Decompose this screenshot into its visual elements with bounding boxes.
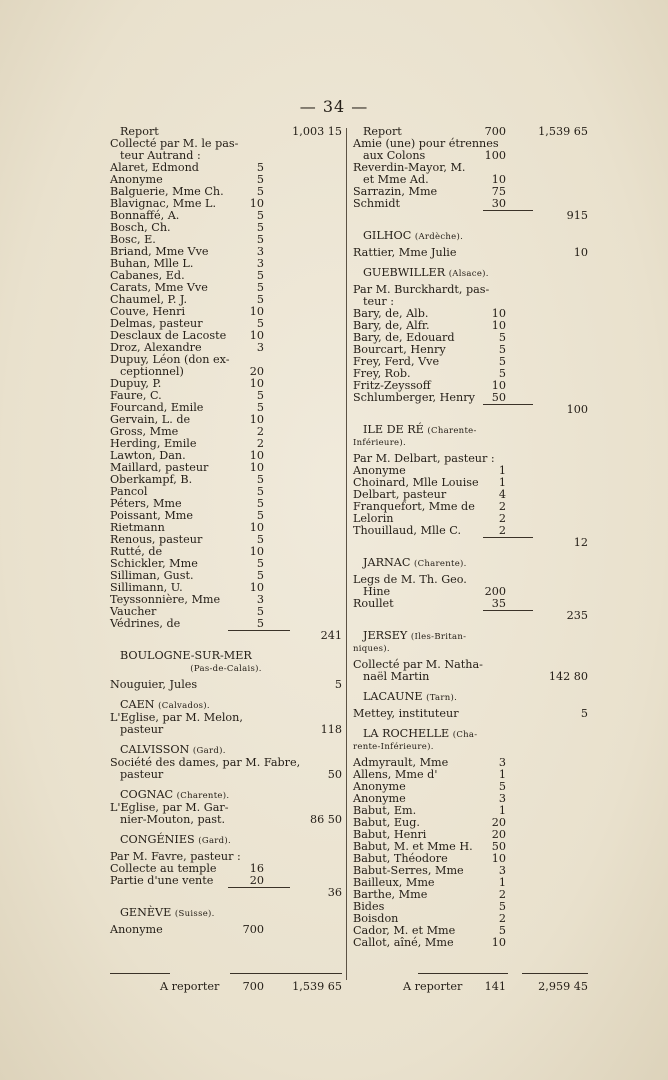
amount: 5: [256, 173, 264, 186]
entry-label: Legs de M. Th. Geo.: [353, 573, 467, 586]
amount: 5: [498, 900, 506, 913]
place-name-text: BOULOGNE-SUR-MER: [120, 649, 252, 662]
amount: 5: [256, 185, 264, 198]
entry-label: Droz, Alexandre: [110, 341, 202, 354]
department-name: (Calvados).: [158, 701, 210, 711]
amount: 1: [498, 804, 506, 817]
footer-subtotal: 141: [484, 980, 506, 993]
entry-label: Partie d'une vente: [110, 874, 214, 887]
entry-label: Couve, Henri: [110, 305, 186, 318]
entry-label: pasteur: [120, 723, 164, 736]
entry-row: [353, 741, 588, 753]
entry-row: [353, 525, 588, 537]
entry-label: Silliman, Gust.: [110, 569, 194, 582]
subtotal-row: [353, 404, 588, 416]
place-name: [363, 728, 477, 741]
entry-label: Roullet: [353, 597, 394, 610]
total-amount: 10: [573, 246, 588, 259]
subtotal-row: [353, 537, 588, 549]
amount: 5: [256, 293, 264, 306]
entry-label: Gross, Mme: [110, 425, 179, 438]
entry-label: Bonnaffé, A.: [110, 209, 180, 222]
amount: 2: [498, 888, 506, 901]
entry-label: Par M. Delbart, pasteur :: [353, 452, 495, 465]
amount: 5: [256, 605, 264, 618]
amount: 3: [256, 341, 264, 354]
place-name-text: LA ROCHELLE: [363, 727, 450, 740]
amount: 10: [491, 936, 506, 949]
total-amount: 1,539 65: [538, 125, 588, 138]
entry-row: [353, 392, 588, 404]
entry-label: Par M. Favre, pasteur :: [110, 850, 241, 863]
entry-label: Frey, Rob.: [353, 367, 411, 380]
footer-left: [110, 980, 342, 994]
amount: 10: [249, 305, 264, 318]
entry-label: Boisdon: [353, 912, 399, 925]
footer-total: 2,959 45: [538, 980, 588, 993]
place-name: [120, 834, 231, 847]
place-name-text: GILHOC: [363, 229, 412, 242]
entry-label: Bailleux, Mme: [353, 876, 435, 889]
amount: 5: [256, 209, 264, 222]
footer-total: 1,539 65: [292, 980, 342, 993]
entry-label: Nouguier, Jules: [110, 678, 198, 691]
entry-label: Report: [363, 125, 402, 138]
section-heading: [353, 630, 588, 643]
amount: 700: [484, 125, 506, 138]
entry-label: Amie (une) pour étrennes: [353, 137, 499, 150]
entry-label: Lelorin: [353, 512, 394, 525]
entry-label: Oberkampf, B.: [110, 473, 193, 486]
amount: 5: [498, 367, 506, 380]
amount: 5: [256, 497, 264, 510]
amount: 3: [498, 756, 506, 769]
page-number: — 34 —: [299, 97, 369, 116]
entry-row: [353, 889, 588, 901]
entry-label: Admyrault, Mme: [353, 756, 449, 769]
department-name: (Alsace).: [448, 269, 489, 279]
entry-label: pasteur: [120, 768, 164, 781]
entry-row: [110, 875, 342, 887]
section-heading: [353, 267, 588, 280]
place-name-text: CAEN: [120, 698, 155, 711]
amount: 4: [498, 488, 506, 501]
entry-label: Schickler, Mme: [110, 557, 198, 570]
entry-row: [353, 708, 588, 720]
entry-label: Babut, Em.: [353, 804, 417, 817]
entry-label: Par M. Burckhardt, pas-: [353, 283, 490, 296]
entry-label: Herding, Emile: [110, 437, 197, 450]
entry-label: Pancol: [110, 485, 148, 498]
total-amount: 50: [327, 768, 342, 781]
amount: 5: [498, 331, 506, 344]
entry-row: [353, 598, 588, 610]
amount: 5: [498, 355, 506, 368]
entry-row: [353, 198, 588, 210]
department-name: (Charente-: [427, 426, 477, 436]
amount: 100: [484, 149, 506, 162]
department-name: (Gard).: [198, 836, 232, 846]
amount: 2: [256, 437, 264, 450]
department-name: (Cha-: [452, 730, 478, 740]
entry-label: Bides: [353, 900, 385, 913]
footer-subtotal: 700: [242, 980, 264, 993]
amount: 10: [249, 581, 264, 594]
amount: 5: [256, 473, 264, 486]
entry-label: Frey, Ferd, Vve: [353, 355, 440, 368]
section-heading: [110, 834, 342, 847]
entry-label: Anonyme: [110, 923, 163, 936]
entry-label: (Pas-de-Calais).: [190, 664, 262, 674]
amount: 2: [498, 524, 506, 537]
entry-label: Renous, pasteur: [110, 533, 203, 546]
entry-label: Poissant, Mme: [110, 509, 194, 522]
amount: 50: [491, 391, 506, 404]
department-name: (Suisse).: [174, 909, 215, 919]
entry-label: Collecte au temple: [110, 862, 217, 875]
total-amount: 241: [320, 629, 342, 642]
place-name: [363, 230, 463, 243]
place-name-text: COGNAC: [120, 788, 174, 801]
entry-label: Delbart, pasteur: [353, 488, 447, 501]
department-name: (Charente).: [176, 791, 230, 801]
entry-label: Anonyme: [353, 464, 406, 477]
entry-label: Bary, de, Alb.: [353, 307, 429, 320]
amount: 5: [256, 569, 264, 582]
entry-label: Bary, de, Alfr.: [353, 319, 430, 332]
amount: 3: [256, 257, 264, 270]
entry-label: Anonyme: [353, 792, 406, 805]
amount: 5: [256, 401, 264, 414]
entry-label: Delmas, pasteur: [110, 317, 203, 330]
entry-label: Sillimann, U.: [110, 581, 183, 594]
place-name: [363, 267, 489, 280]
place-name: [363, 557, 467, 570]
amount: 5: [256, 221, 264, 234]
amount: 20: [491, 816, 506, 829]
subtotal-rule: [228, 887, 290, 888]
place-name: [120, 650, 252, 662]
amount: 1: [498, 476, 506, 489]
place-name-text: LACAUNE: [363, 690, 423, 703]
amount: 10: [491, 379, 506, 392]
section-heading: [353, 230, 588, 243]
subtotal-rule: [483, 404, 533, 405]
right-column: [353, 126, 588, 949]
footer-right: [353, 980, 588, 994]
entry-label: Babut, Eug.: [353, 816, 420, 829]
entry-label: Bary, de, Edouard: [353, 331, 455, 344]
amount: 35: [491, 597, 506, 610]
department-name: (Gard).: [192, 746, 226, 756]
entry-label: Cador, M. et Mme: [353, 924, 456, 937]
amount: 5: [498, 924, 506, 937]
total-amount: 235: [566, 609, 588, 622]
entry-label: Babut-Serres, Mme: [353, 864, 464, 877]
footer-rule: [418, 973, 508, 974]
amount: 75: [491, 185, 506, 198]
amount: 3: [256, 245, 264, 258]
total-amount: 5: [334, 678, 342, 691]
department-name: (Tarn).: [426, 693, 458, 703]
department-name: (Ardèche).: [414, 232, 464, 242]
entry-row: [353, 937, 588, 949]
amount: 5: [256, 617, 264, 630]
amount: 20: [249, 365, 264, 378]
entry-label: Carats, Mme Vve: [110, 281, 208, 294]
entry-label: Reverdin-Mayor, M.: [353, 161, 466, 174]
place-name-text: CONGÉNIES: [120, 833, 195, 846]
entry-label: Schmidt: [353, 197, 400, 210]
section-heading: [110, 907, 342, 920]
entry-label: teur :: [363, 295, 394, 308]
entry-label: Dupuy, P.: [110, 377, 162, 390]
entry-label: Teyssonnière, Mme: [110, 593, 221, 606]
entry-label: Chaumel, P. J.: [110, 293, 188, 306]
entry-label: Blavignac, Mme L.: [110, 197, 217, 210]
section-heading: [353, 557, 588, 570]
entry-label: Fourcand, Emile: [110, 401, 204, 414]
entry-label: Report: [120, 125, 159, 138]
entry-label: nier-Mouton, past.: [120, 813, 226, 826]
entry-label: Hine: [363, 585, 391, 598]
entry-label: Babut, Henri: [353, 828, 427, 841]
footer-rule: [110, 973, 170, 974]
entry-label: Desclaux de Lacoste: [110, 329, 227, 342]
total-amount: 118: [320, 723, 342, 736]
entry-label: Thouillaud, Mlle C.: [353, 524, 461, 537]
column-divider: [346, 128, 347, 980]
place-name-text: ILE DE RÉ: [363, 423, 424, 436]
entry-label: Rattier, Mme Julie: [353, 246, 457, 259]
total-amount: 86 50: [309, 813, 342, 826]
entry-label: Gervain, L. de: [110, 413, 191, 426]
entry-label: aux Colons: [363, 149, 426, 162]
total-amount: 5: [580, 707, 588, 720]
entry-label: Mettey, instituteur: [353, 707, 459, 720]
left-column: [110, 126, 342, 936]
place-name-text: JERSEY: [363, 629, 408, 642]
entry-label: Bosc, E.: [110, 233, 156, 246]
place-name: [363, 630, 466, 643]
entry-label: teur Autrand :: [120, 149, 201, 162]
entry-row: [110, 679, 342, 691]
entry-label: Maillard, pasteur: [110, 461, 209, 474]
entry-label: Callot, aîné, Mme: [353, 936, 454, 949]
entry-label: Védrines, de: [110, 617, 181, 630]
entry-label: Anonyme: [353, 780, 406, 793]
amount: 5: [256, 269, 264, 282]
amount: 50: [491, 840, 506, 853]
place-name: [120, 907, 215, 920]
entry-label: Schlumberger, Henry: [353, 391, 475, 404]
amount: 10: [491, 319, 506, 332]
total-amount: 100: [566, 403, 588, 416]
entry-label: Alaret, Edmond: [110, 161, 199, 174]
amount: 30: [491, 197, 506, 210]
entry-row: [110, 924, 342, 936]
amount: 2: [498, 512, 506, 525]
amount: 5: [256, 485, 264, 498]
amount: 2: [498, 500, 506, 513]
amount: 10: [249, 461, 264, 474]
subtotal-row: [353, 610, 588, 622]
amount: 5: [256, 389, 264, 402]
amount: 3: [498, 792, 506, 805]
amount: 10: [249, 521, 264, 534]
amount: 2: [498, 912, 506, 925]
footer-rule: [230, 973, 342, 974]
entry-row: [353, 671, 588, 683]
entry-row: [353, 437, 588, 449]
entry-label: naël Martin: [363, 670, 430, 683]
entry-row: [353, 643, 588, 655]
entry-label: Franquefort, Mme de: [353, 500, 475, 513]
department-name: (Charente).: [413, 559, 467, 569]
entry-label: Choinard, Mlle Louise: [353, 476, 479, 489]
entry-label: L'Eglise, par M. Gar-: [110, 801, 229, 814]
entry-row: [110, 618, 342, 630]
place-name-text: CALVISSON: [120, 743, 190, 756]
entry-label: L'Eglise, par M. Melon,: [110, 711, 243, 724]
amount: 10: [249, 329, 264, 342]
total-amount: 915: [566, 209, 588, 222]
entry-label: Péters, Mme: [110, 497, 182, 510]
amount: 20: [249, 874, 264, 887]
entry-label: Babut, M. et Mme H.: [353, 840, 473, 853]
amount: 10: [491, 852, 506, 865]
entry-label: Babut, Théodore: [353, 852, 448, 865]
amount: 5: [256, 509, 264, 522]
amount: 3: [498, 864, 506, 877]
amount: 10: [249, 449, 264, 462]
total-amount: 142 80: [548, 670, 588, 683]
section-heading: [353, 691, 588, 704]
amount: 10: [491, 307, 506, 320]
place-name-text: GENÈVE: [120, 906, 172, 919]
entry-label: Lawton, Dan.: [110, 449, 186, 462]
amount: 1: [498, 876, 506, 889]
subtotal-rule: [483, 610, 533, 611]
entry-label: et Mme Ad.: [363, 173, 429, 186]
amount: 5: [498, 780, 506, 793]
place-name-text: GUEBWILLER: [363, 266, 446, 279]
total-amount: 1,003 15: [292, 125, 342, 138]
amount: 10: [491, 173, 506, 186]
subtotal-row: [110, 887, 342, 899]
entry-label: Bourcart, Henry: [353, 343, 446, 356]
amount: 10: [249, 197, 264, 210]
entry-label: Sarrazin, Mme: [353, 185, 438, 198]
subtotal-rule: [483, 210, 533, 211]
place-name: [363, 691, 457, 704]
entry-label: Barthe, Mme: [353, 888, 428, 901]
entry-label: Bosch, Ch.: [110, 221, 171, 234]
entry-label: Anonyme: [110, 173, 163, 186]
entry-label: Société des dames, par M. Fabre,: [110, 756, 301, 769]
amount: 200: [484, 585, 506, 598]
entry-label: Balguerie, Mme Ch.: [110, 185, 224, 198]
amount: 5: [256, 557, 264, 570]
amount: 3: [256, 593, 264, 606]
entry-label: ceptionnel): [120, 365, 184, 378]
footer-rule: [522, 973, 588, 974]
subtotal-row: [353, 210, 588, 222]
entry-label: Rutté, de: [110, 545, 163, 558]
entry-label: Cabanes, Ed.: [110, 269, 185, 282]
amount: 1: [498, 464, 506, 477]
amount: 5: [256, 161, 264, 174]
entry-label: Rietmann: [110, 521, 165, 534]
entry-label: Vaucher: [110, 605, 157, 618]
entry-label: Collecté par M. Natha-: [353, 658, 483, 671]
entry-label: Faure, C.: [110, 389, 162, 402]
entry-label: Fritz-Zeyssoff: [353, 379, 431, 392]
total-amount: 36: [327, 886, 342, 899]
amount: 5: [256, 533, 264, 546]
entry-row: [110, 724, 342, 736]
section-heading: [110, 650, 342, 663]
amount: 5: [498, 343, 506, 356]
entry-row: [353, 247, 588, 259]
total-amount: 12: [573, 536, 588, 549]
entry-row: [110, 663, 342, 675]
amount: 2: [256, 425, 264, 438]
amount: 700: [242, 923, 264, 936]
amount: 16: [249, 862, 264, 875]
amount: 5: [256, 233, 264, 246]
place-name: [363, 424, 477, 437]
subtotal-rule: [483, 537, 533, 538]
amount: 20: [491, 828, 506, 841]
entry-label: Collecté par M. le pas-: [110, 137, 239, 150]
entry-label: Dupuy, Léon (don ex-: [110, 353, 230, 366]
amount: 1: [498, 768, 506, 781]
department-name: (Iles-Britan-: [410, 632, 467, 642]
subtotal-rule: [228, 630, 290, 631]
entry-label: Buhan, Mlle L.: [110, 257, 194, 270]
entry-label: Inférieure).: [353, 438, 407, 448]
footer-label: A reporter: [160, 980, 220, 993]
amount: 10: [249, 413, 264, 426]
entry-row: [110, 769, 342, 781]
amount: 5: [256, 317, 264, 330]
place-name-text: JARNAC: [363, 556, 411, 569]
subtotal-row: [110, 630, 342, 642]
amount: 10: [249, 377, 264, 390]
amount: 10: [249, 545, 264, 558]
entry-label: Allens, Mme d': [353, 768, 438, 781]
section-heading: [353, 728, 588, 741]
amount: 5: [256, 281, 264, 294]
footer-label: A reporter: [403, 980, 463, 993]
entry-label: Briand, Mme Vve: [110, 245, 209, 258]
entry-label: rente-Inférieure).: [353, 742, 434, 752]
entry-label: niques).: [353, 644, 390, 654]
section-heading: [353, 424, 588, 437]
entry-row: [110, 814, 342, 826]
